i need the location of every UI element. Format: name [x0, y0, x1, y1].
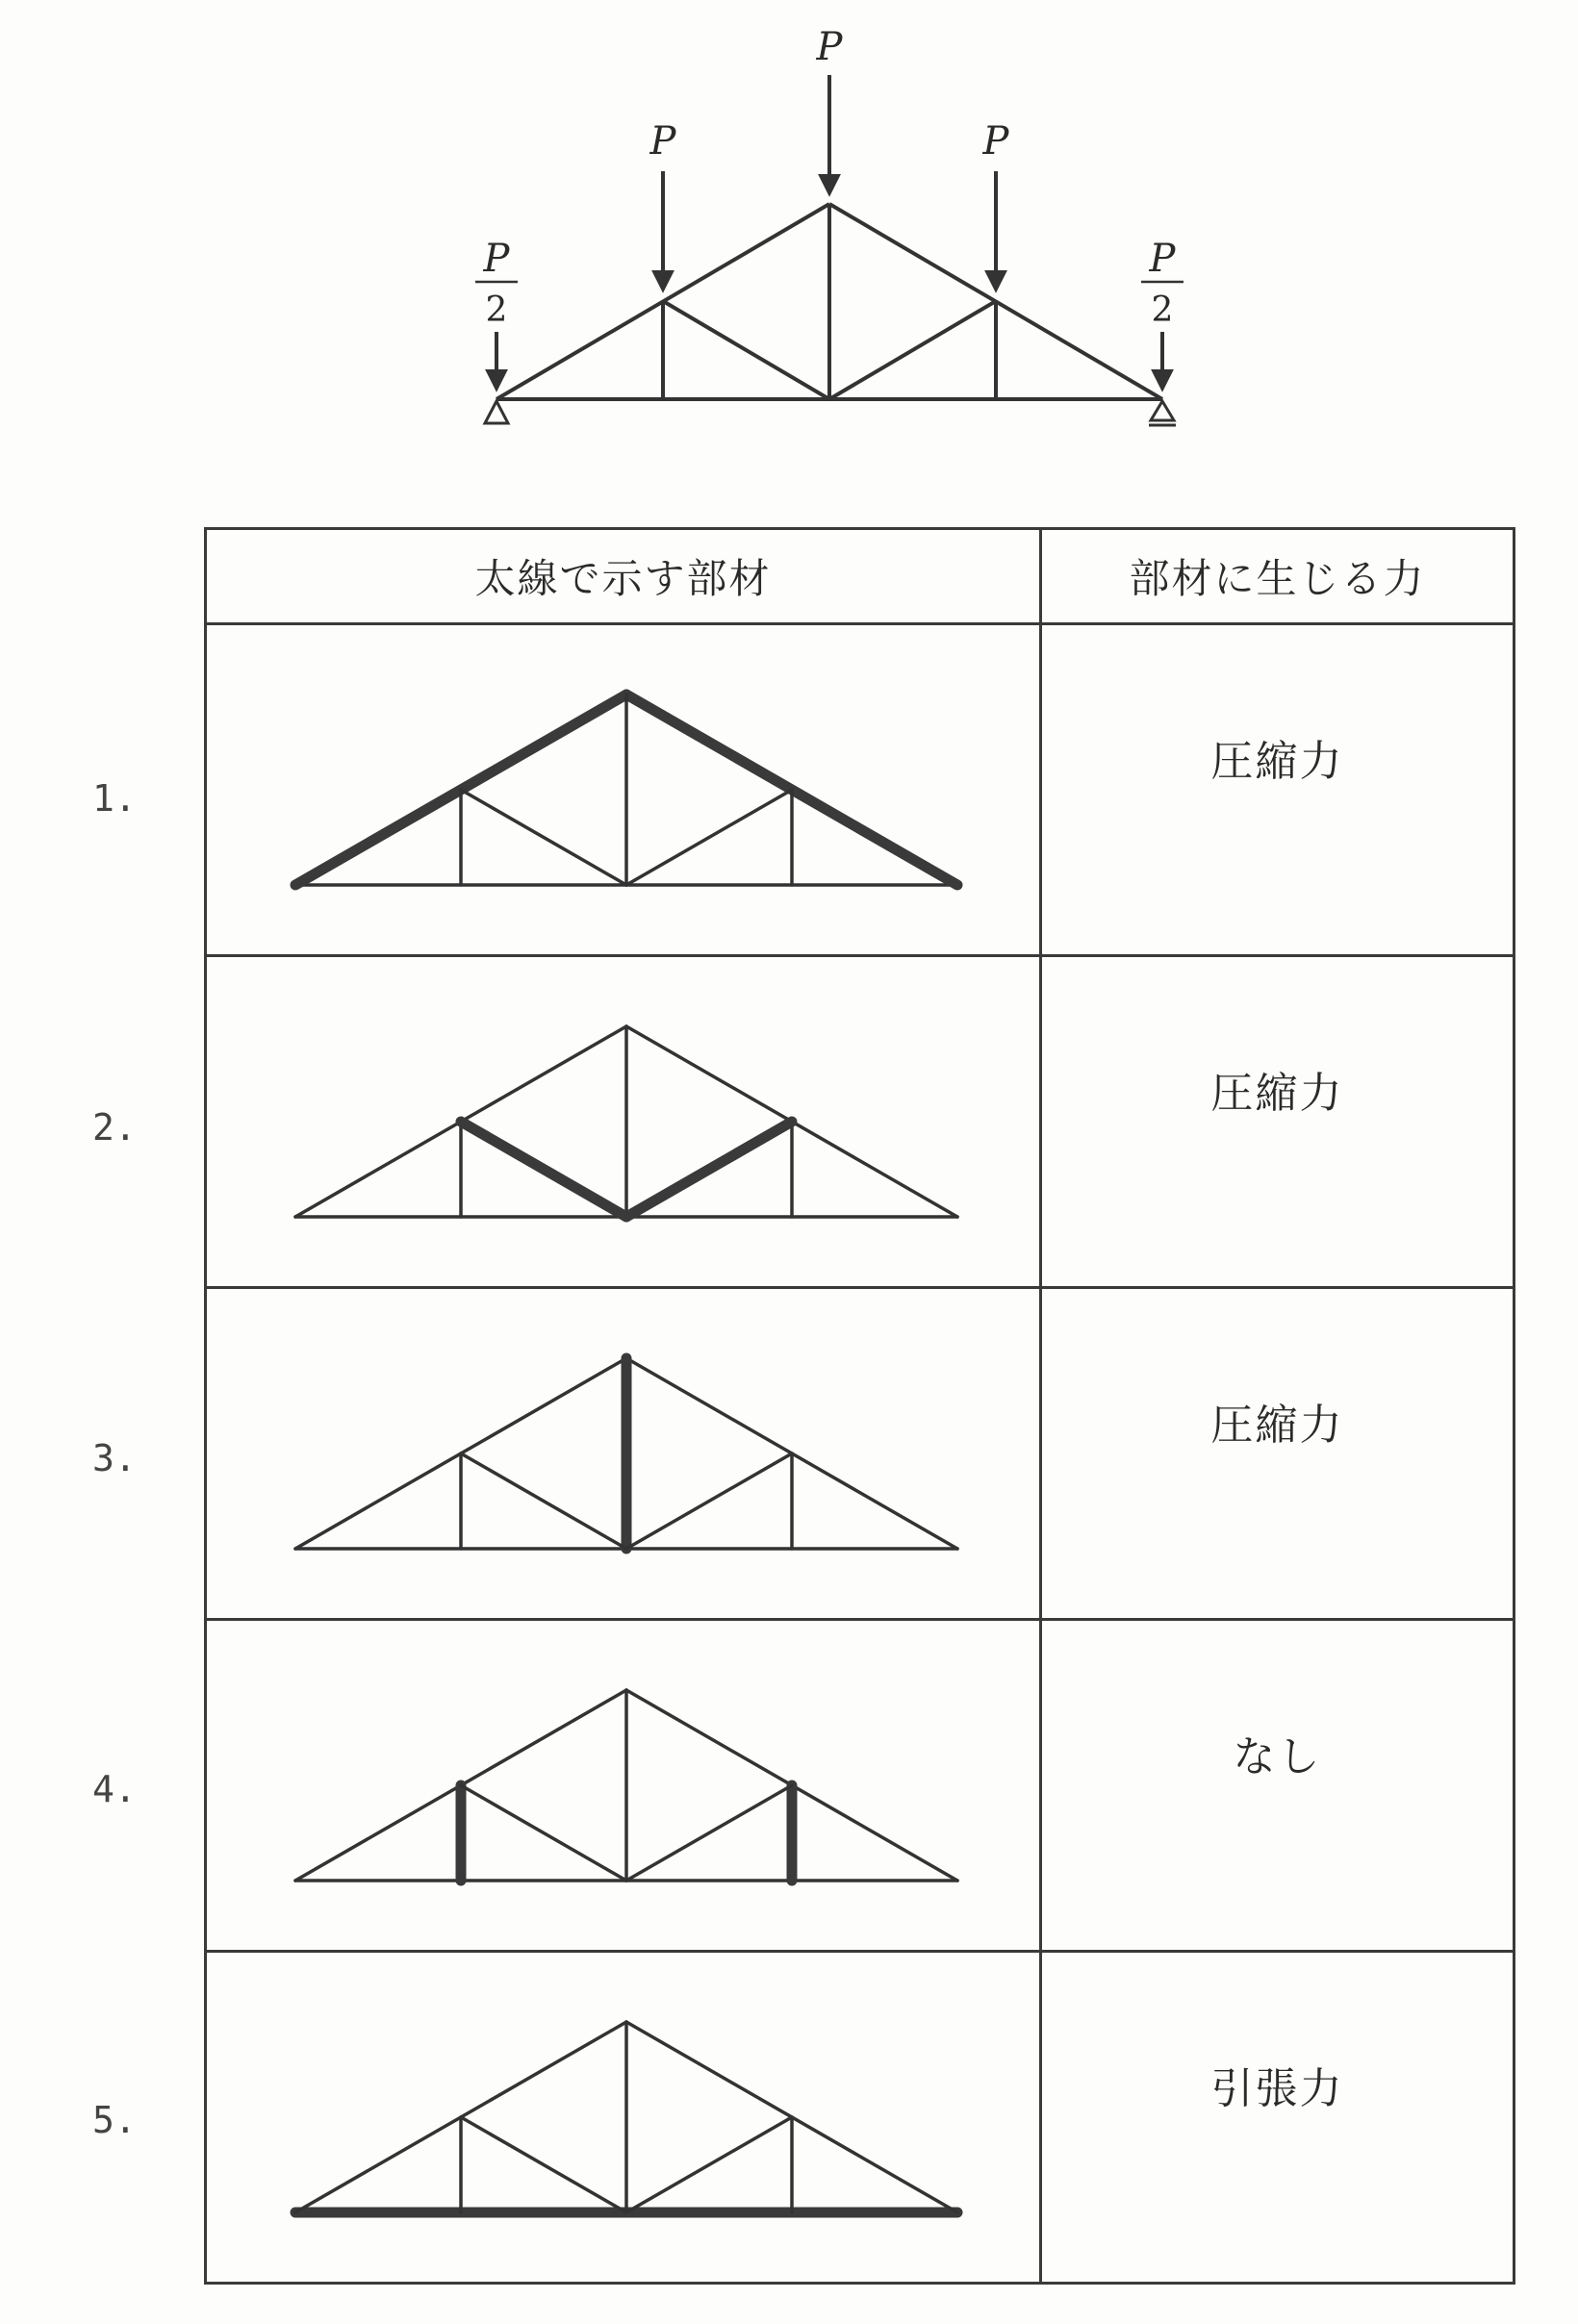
option-figure-cell: [206, 1952, 1041, 2284]
member-left-diagonal: [461, 1785, 626, 1881]
option-force-cell: [1041, 624, 1514, 956]
option-force-2: 圧縮力: [1210, 1069, 1344, 1118]
row-number-3: 3.: [92, 1437, 137, 1479]
member-left-diagonal: [461, 1453, 626, 1549]
truss-members: [496, 204, 1162, 399]
option-force-cell: [1041, 956, 1514, 1288]
option-force-5: 引張力: [1210, 2064, 1344, 2113]
table-header-row: [206, 529, 1514, 624]
row-number-5: 5.: [92, 2099, 137, 2141]
roller-support-icon: [1151, 401, 1174, 420]
table-row: [206, 956, 1514, 1288]
header-force: 部材に生じる力: [1041, 529, 1514, 624]
option-force-cell: [1041, 1620, 1514, 1952]
load-label-inner-left: P: [649, 119, 676, 164]
option-force-cell: [1041, 1288, 1514, 1620]
option-truss-4: [207, 1621, 1042, 1950]
options-table-wrap: [204, 527, 1513, 2266]
table-row: [206, 1620, 1514, 1952]
option-truss-5: [207, 1953, 1042, 2282]
supports: [485, 401, 1176, 425]
truss-right-diagonal: [829, 301, 996, 399]
option-figure-cell: [206, 1620, 1041, 1952]
option-truss-1: [207, 625, 1042, 954]
pin-support-icon: [485, 401, 508, 423]
option-figure-cell: [206, 956, 1041, 1288]
truss-left-diagonal: [663, 301, 829, 399]
option-figure-cell: [206, 1288, 1041, 1620]
option-truss-3: [207, 1289, 1042, 1618]
option-truss-2: [207, 957, 1042, 1286]
option-force-cell: [1041, 1952, 1514, 2284]
member-right-diagonal: [626, 2117, 792, 2212]
member-left-diagonal: [461, 2117, 626, 2212]
option-force-1: 圧縮力: [1210, 737, 1344, 786]
table-row: [206, 624, 1514, 956]
load-label-end-right-den: 2: [1151, 290, 1174, 330]
member-right-diagonal: [626, 790, 792, 885]
member-right-diagonal: [626, 1122, 792, 1217]
load-label-center: P: [816, 25, 843, 69]
load-label-inner-right: P: [982, 119, 1009, 164]
load-label-end-left-num: P: [483, 237, 510, 281]
option-figure-cell: [206, 624, 1041, 956]
load-label-end-left-den: 2: [485, 290, 508, 330]
row-number-4: 4.: [92, 1768, 137, 1810]
load-label-end-right-num: P: [1149, 237, 1176, 281]
member-right-diagonal: [626, 1785, 792, 1881]
table-row: [206, 1952, 1514, 2284]
options-table: [204, 527, 1515, 2285]
option-force-4: なし: [1233, 1732, 1322, 1781]
row-number-1: 1.: [92, 777, 137, 820]
header-members: 太線で示す部材: [206, 529, 1041, 624]
loaded-truss-diagram: [0, 0, 1578, 452]
member-left-diagonal: [461, 1122, 626, 1217]
member-left-diagonal: [461, 790, 626, 885]
option-force-3: 圧縮力: [1210, 1401, 1344, 1450]
row-number-2: 2.: [92, 1106, 137, 1149]
member-right-diagonal: [626, 1453, 792, 1549]
table-row: [206, 1288, 1514, 1620]
